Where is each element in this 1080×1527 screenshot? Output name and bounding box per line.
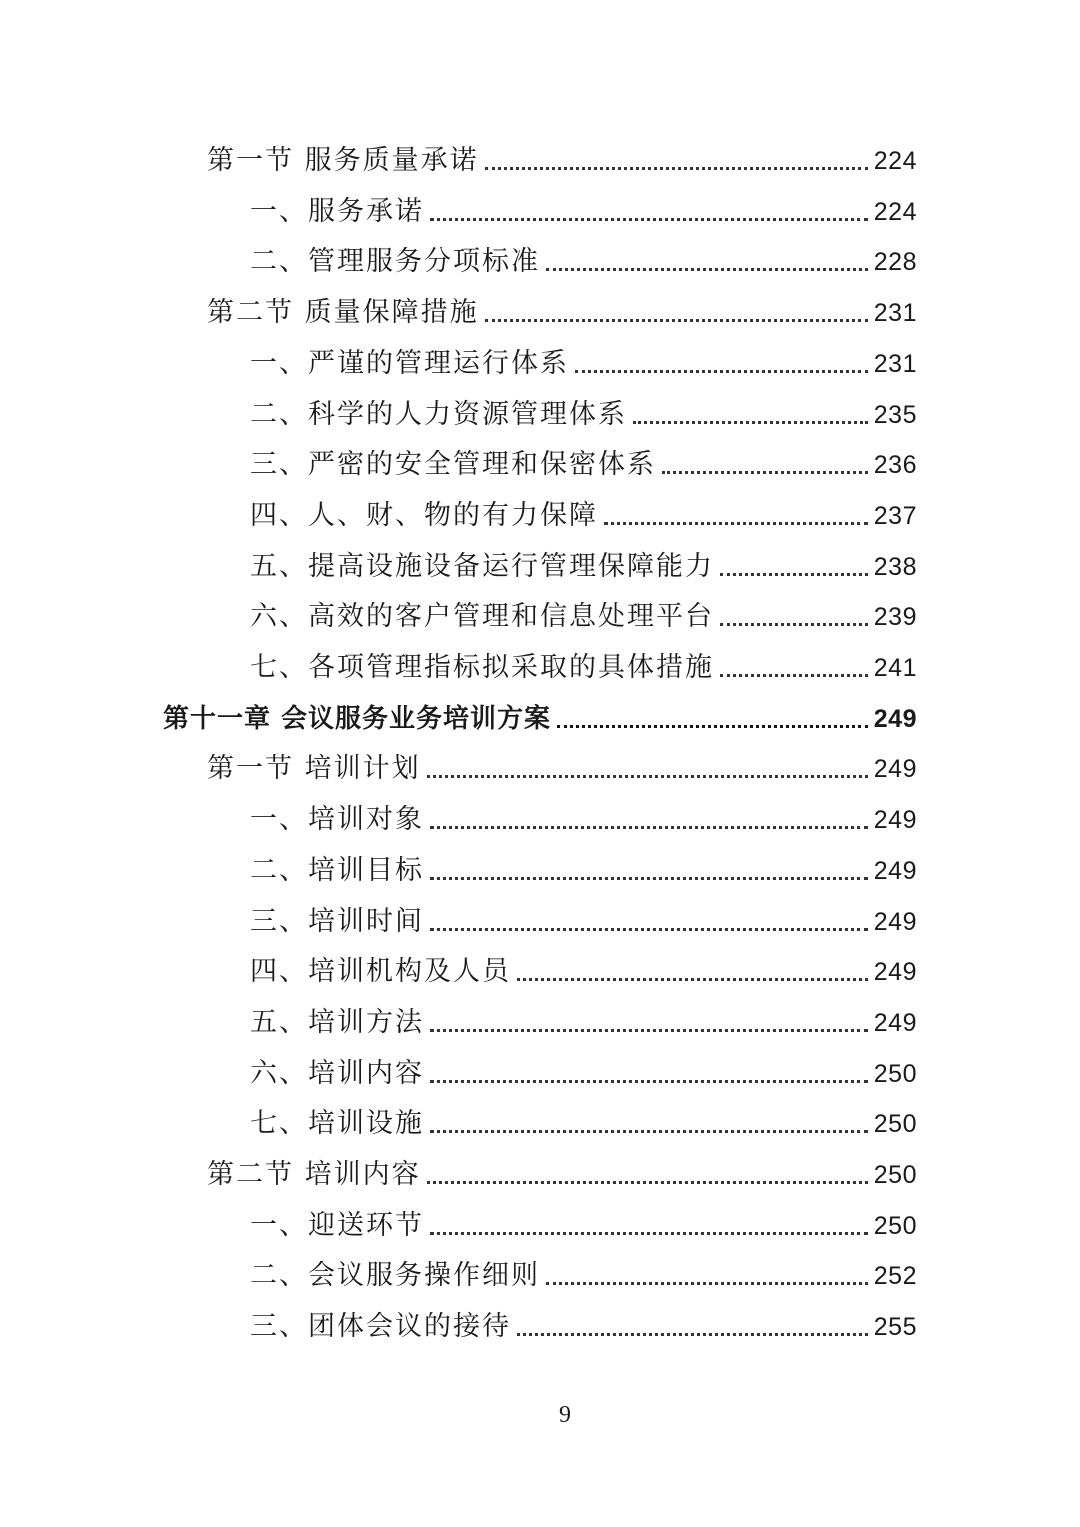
toc-entry-label: 第十一章 会议服务业务培训方案 [163, 703, 552, 734]
toc-entry-page: 231 [873, 299, 917, 328]
toc-dot-leader [430, 1029, 868, 1032]
toc-entry-label: 三、培训时间 [250, 905, 424, 937]
toc-entry-page: 241 [873, 654, 917, 682]
toc-entry-page: 249 [873, 856, 917, 885]
toc-entry-label: 第一节 服务质量承诺 [207, 145, 479, 176]
toc-section-entry[interactable] [207, 287, 917, 331]
toc-item-entry[interactable] [250, 541, 917, 585]
toc-entry-label: 四、培训机构及人员 [250, 956, 511, 988]
toc-item-entry[interactable] [250, 642, 917, 686]
toc-dot-leader [485, 319, 868, 322]
toc-item-entry[interactable] [250, 1250, 917, 1294]
toc-dot-leader [430, 1080, 868, 1083]
toc-dot-leader [430, 928, 868, 931]
toc-entry-label: 二、科学的人力资源管理体系 [250, 398, 627, 430]
toc-item-entry[interactable] [250, 389, 917, 433]
toc-dot-leader [575, 370, 868, 373]
toc-dot-leader [430, 877, 868, 880]
toc-dot-leader [427, 775, 868, 778]
toc-item-entry[interactable] [250, 1048, 917, 1092]
toc-entry-page: 224 [873, 197, 917, 226]
toc-entry-page: 235 [873, 400, 917, 429]
toc-item-entry[interactable] [250, 794, 917, 838]
toc-entry-label: 一、严谨的管理运行体系 [250, 347, 569, 379]
toc-entry-label: 六、培训内容 [250, 1057, 424, 1089]
toc-item-entry[interactable] [250, 236, 917, 280]
toc-entry-label: 二、会议服务操作细则 [250, 1260, 540, 1292]
toc-dot-leader [517, 1333, 868, 1336]
toc-item-entry[interactable] [250, 439, 917, 483]
toc-dot-leader [720, 573, 868, 576]
toc-entry-label: 第二节 培训内容 [207, 1159, 421, 1190]
toc-dot-leader [430, 1130, 868, 1133]
toc-item-entry[interactable] [250, 1098, 917, 1142]
toc-item-entry[interactable] [250, 591, 917, 635]
toc-dot-leader [430, 1232, 868, 1235]
toc-dot-leader [430, 218, 868, 221]
toc-item-entry[interactable] [250, 946, 917, 990]
toc-entry-label: 二、培训目标 [250, 854, 424, 886]
toc-chapter-entry[interactable] [163, 693, 917, 737]
toc-entry-label: 第二节 质量保障措施 [207, 297, 479, 329]
toc-dot-leader [604, 522, 868, 525]
toc-dot-leader [546, 268, 868, 271]
toc-dot-leader [720, 623, 868, 626]
toc-dot-leader [662, 471, 868, 474]
toc-entry-page: 238 [873, 552, 917, 581]
toc-section-entry[interactable] [207, 1149, 917, 1193]
toc-dot-leader [427, 1181, 868, 1184]
toc-entry-page: 237 [873, 501, 917, 530]
toc-dot-leader [720, 674, 868, 677]
toc-item-entry[interactable] [250, 997, 917, 1041]
toc-dot-leader [430, 826, 868, 829]
toc-entry-page: 250 [873, 1059, 917, 1088]
toc-section-entry[interactable] [207, 743, 917, 787]
toc-entry-label: 二、管理服务分项标准 [250, 246, 540, 278]
toc-entry-page: 249 [873, 806, 917, 835]
toc-entry-page: 239 [873, 603, 917, 632]
toc-entry-page: 249 [873, 704, 917, 733]
toc-entry-label: 六、高效的客户管理和信息处理平台 [250, 601, 714, 633]
toc-entry-label: 三、团体会议的接待 [250, 1311, 511, 1343]
toc-entry-page: 250 [873, 1110, 917, 1139]
toc-entry-label: 四、人、财、物的有力保障 [250, 499, 598, 531]
toc-entry-label: 一、培训对象 [250, 804, 424, 836]
toc-dot-leader [485, 167, 868, 170]
toc-item-entry[interactable] [250, 490, 917, 534]
toc-entry-page: 250 [873, 1211, 917, 1240]
toc-entry-label: 七、各项管理指标拟采取的具体措施 [250, 652, 714, 683]
toc-entry-page: 249 [873, 1008, 917, 1037]
toc-entry-label: 第一节 培训计划 [207, 753, 421, 785]
page-number: 9 [559, 1402, 571, 1428]
toc-entry-label: 一、服务承诺 [250, 195, 424, 227]
toc-dot-leader [517, 978, 868, 981]
toc-entry-label: 三、严密的安全管理和保密体系 [250, 449, 656, 481]
toc-entry-label: 一、迎送环节 [250, 1209, 424, 1241]
toc-entry-page: 255 [873, 1313, 917, 1342]
toc-entry-label: 五、提高设施设备运行管理保障能力 [250, 550, 714, 582]
toc-entry-page: 224 [873, 147, 917, 175]
toc-entry-page: 252 [873, 1262, 917, 1291]
toc-dot-leader [546, 1282, 868, 1285]
toc-entry-page: 250 [873, 1161, 917, 1189]
toc-dot-leader [557, 725, 868, 728]
toc-item-entry[interactable] [250, 896, 917, 940]
toc-item-entry[interactable] [250, 1200, 917, 1244]
toc-dot-leader [633, 421, 868, 424]
toc-entry-page: 231 [873, 349, 917, 378]
toc-item-entry[interactable] [250, 186, 917, 230]
toc-entry-page: 249 [873, 958, 917, 987]
toc-entry-label: 五、培训方法 [250, 1006, 424, 1038]
toc-entry-page: 228 [873, 248, 917, 277]
toc-entry-page: 249 [873, 755, 917, 784]
toc-item-entry[interactable] [250, 845, 917, 889]
toc-entry-page: 236 [873, 451, 917, 480]
toc-section-entry[interactable] [207, 135, 917, 179]
toc-entry-page: 249 [873, 907, 917, 936]
toc-item-entry[interactable] [250, 1301, 917, 1345]
toc-item-entry[interactable] [250, 338, 917, 382]
toc-entry-label: 七、培训设施 [250, 1108, 424, 1140]
